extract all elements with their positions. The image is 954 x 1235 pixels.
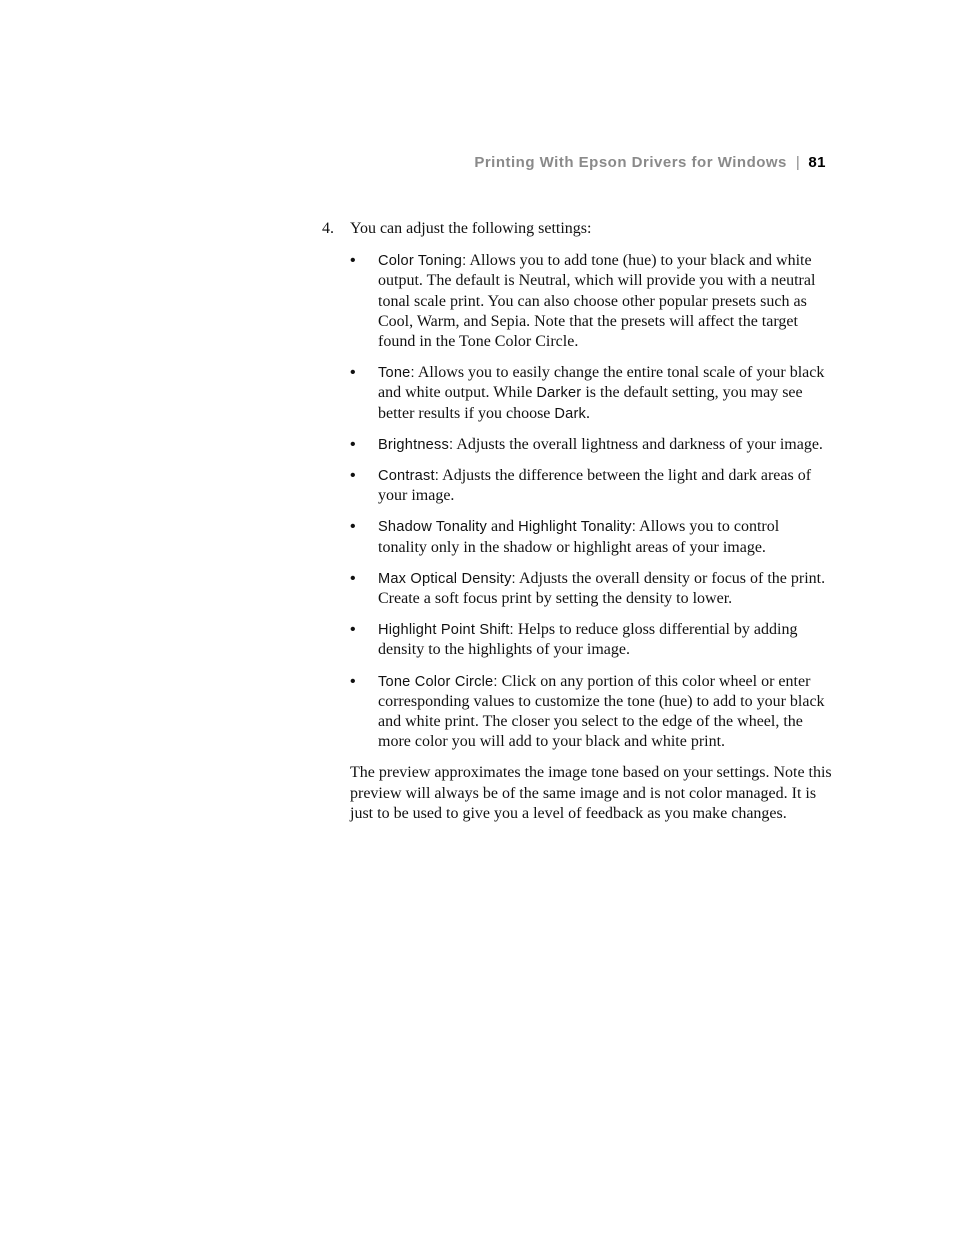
list-item-color-toning bbox=[350, 251, 832, 352]
setting-description: Allows you to add tone (hue) to your black and white output. The default is Neutral, which will provide you with a neutral tonal scale print. You can also choose other popular presets such as Cool, Warm, and Sepia. Note that the presets will affect the target found in the Tone Color Circle. bbox=[378, 252, 816, 351]
step-4 bbox=[322, 219, 832, 239]
step-number: 4. bbox=[322, 220, 334, 237]
setting-description-cont: is the default setting, you may see better results if you choose bbox=[378, 384, 803, 422]
step-text: You can adjust the following settings: bbox=[350, 220, 592, 237]
option-dark: Dark bbox=[554, 405, 587, 422]
option-darker: Darker bbox=[536, 385, 582, 402]
bullet-marker: • bbox=[350, 364, 356, 382]
page-number: 81 bbox=[808, 154, 826, 171]
list-item-tone bbox=[350, 363, 832, 424]
setting-description-end: . bbox=[586, 404, 591, 422]
running-header bbox=[474, 154, 826, 171]
bullet-marker: • bbox=[350, 569, 356, 587]
setting-description: Adjusts the difference between the light and dark areas of your image. bbox=[378, 467, 812, 505]
header-separator: | bbox=[795, 154, 801, 171]
list-item-shadow-highlight-tonality bbox=[350, 517, 832, 557]
setting-description: Allows you to easily change the entire tonal scale of your black and white output. While bbox=[378, 364, 825, 402]
list-item-highlight-point-shift bbox=[350, 620, 832, 660]
setting-connector: and bbox=[487, 518, 519, 536]
list-item-max-optical-density bbox=[350, 569, 832, 609]
bullet-marker: • bbox=[350, 672, 356, 690]
setting-term: Max Optical Density: bbox=[378, 570, 516, 587]
setting-term: Highlight Point Shift: bbox=[378, 622, 514, 639]
setting-description: Helps to reduce gloss differential by adding density to the highlights of your image. bbox=[378, 621, 798, 659]
setting-term-shadow: Shadow Tonality bbox=[378, 519, 488, 536]
setting-term: Tone Color Circle: bbox=[378, 673, 498, 690]
setting-term: Contrast: bbox=[378, 468, 440, 485]
chapter-title: Printing With Epson Drivers for Windows bbox=[474, 154, 787, 171]
bullet-marker: • bbox=[350, 252, 356, 270]
bullet-marker: • bbox=[350, 621, 356, 639]
list-item-contrast bbox=[350, 466, 832, 506]
settings-list bbox=[322, 251, 832, 752]
setting-description: Allows you to control tonality only in the shadow or highlight areas of your image. bbox=[378, 518, 780, 556]
closing-paragraph: The preview approximates the image tone based on your settings. Note this preview will always be of the same image and is not color managed. It is just to be used to give you a level of feedback as you make changes. bbox=[350, 764, 832, 822]
setting-term-highlight: Highlight Tonality: bbox=[518, 519, 637, 536]
list-item-brightness bbox=[350, 435, 832, 455]
bullet-marker: • bbox=[350, 518, 356, 536]
setting-description: Adjusts the overall lightness and darkness of your image. bbox=[453, 435, 823, 453]
setting-term: Color Toning: bbox=[378, 253, 467, 270]
bullet-marker: • bbox=[350, 435, 356, 453]
setting-description: Click on any portion of this color wheel or enter corresponding values to customize the tone (hue) to add to your black and white print. The closer you select to the edge of the wheel, the more color you will add to your black and white print. bbox=[378, 672, 825, 751]
setting-term: Tone: bbox=[378, 365, 415, 382]
list-item-tone-color-circle bbox=[350, 672, 832, 753]
setting-description: Adjusts the overall density or focus of the print. Create a soft focus print by setting the density to lower. bbox=[378, 569, 826, 608]
bullet-marker: • bbox=[350, 467, 356, 485]
body-content bbox=[322, 219, 832, 824]
setting-term: Brightness: bbox=[378, 436, 454, 453]
